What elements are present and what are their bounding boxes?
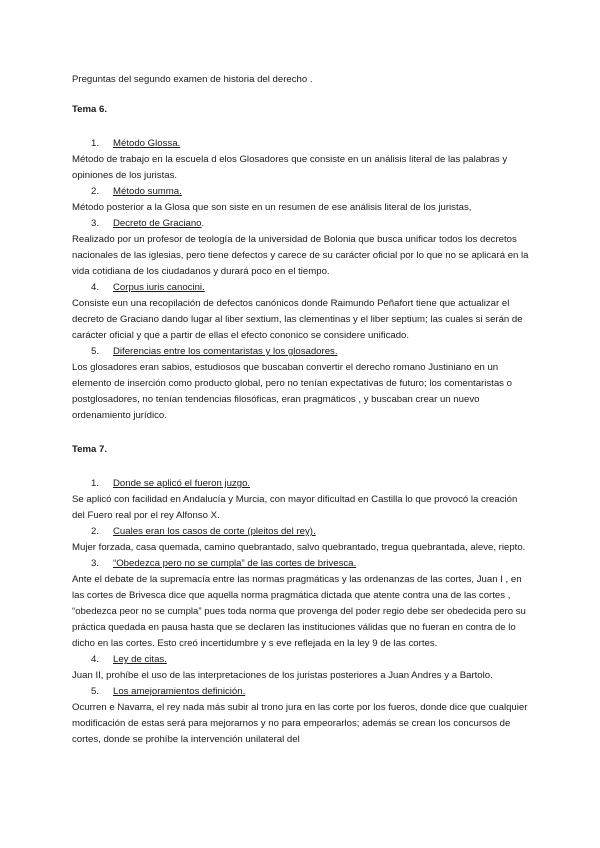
question-number: 4. <box>91 654 100 665</box>
question-title <box>72 344 532 360</box>
question-number: 4. <box>91 282 100 293</box>
question-item <box>72 556 532 652</box>
question-answer: Ocurren e Navarra, el rey nada más subir al trono jura en las corte por los fueros, donde dice que cualquier modificación de estas será para mejorarnos y no para empeorarlos; además se crean los concursos de cortes, donde se prohíbe la intervención unilateral del <box>72 702 528 745</box>
question-answer: Los glosadores eran sabios, estudiosos que buscaban convertir el derecho romano Justiniano en un elemento de inserción como producto global, pero no tenían expectativas de futuro; los comentaristas o postglosadores, no tenían tendencias filosóficas, eran pragmáticos , y buscaban crear un nuevo ordenamiento jurídico. <box>72 362 512 421</box>
section-heading: Tema 6. <box>72 104 108 115</box>
question-label: Decreto de Graciano <box>113 218 202 229</box>
question-title <box>72 184 532 200</box>
question-answer: Consiste eun una recopilación de defectos canónicos donde Raimundo Peñafort tiene que actualizar el decreto de Graciano dando lugar al liber sextium, las clementinas y el liber septium; las cuales si serán de carácter oficial y que a partir de ellas el efecto cononico se considere unificado. <box>72 298 523 341</box>
question-title <box>72 216 532 232</box>
question-answer: Ante el debate de la supremacía entre las normas pragmáticas y las ordenanzas de las cortes, Juan I , en las cortes de Brivesca dice que aquella norma pragmática dictada que atente contra una de las cortes , “obedezca peor no se cumpla” pues toda norma que provenga del poder regio debe ser obedecida pero su práctica quedada en pausa hasta que se declaren las instituciones válidas que no fueran en contra de lo dicho en las cortes. Esto creó incertidumbre y s eve reflejada en la ley 9 de las cortes. <box>72 574 526 649</box>
question-label: Diferencias entre los comentaristas y los glosadores. <box>113 346 338 357</box>
question-answer: Se aplicó con facilidad en Andalucía y Murcia, con mayor dificultad en Castilla lo que provocó la creación del Fuero real por el rey Alfonso X. <box>72 494 518 521</box>
question-label: Método Glossa. <box>113 138 181 149</box>
section-heading: Tema 7. <box>72 444 108 455</box>
question-answer: Juan II, prohíbe el uso de las interpretaciones de los juristas posteriores a Juan Andres y a Bartolo. <box>72 670 493 681</box>
question-title <box>72 524 532 540</box>
question-title-suffix: . <box>201 218 205 229</box>
question-number: 2. <box>91 186 100 197</box>
question-number: 3. <box>91 218 100 229</box>
question-number: 5. <box>91 346 100 357</box>
question-item <box>72 652 532 684</box>
question-item <box>72 136 532 184</box>
document-page <box>72 72 532 748</box>
question-label: Los amejoramientos definición. <box>113 686 246 697</box>
question-answer: Método posterior a la Glosa que son siste en un resumen de ese análisis literal de los juristas, <box>72 202 472 213</box>
section-tema-6 <box>72 102 532 424</box>
question-label: Ley de citas. <box>113 654 167 665</box>
question-item <box>72 216 532 280</box>
question-label: “Obedezca pero no se cumpla” de las cortes de brivesca. <box>113 558 357 569</box>
question-title <box>72 280 532 296</box>
question-item <box>72 184 532 216</box>
question-label: Método summa. <box>113 186 182 197</box>
section-tema-7 <box>72 442 532 748</box>
question-title <box>72 136 532 152</box>
question-answer: Método de trabajo en la escuela d elos Glosadores que consiste en un análisis literal de las palabras y opiniones de los juristas. <box>72 154 508 181</box>
question-item <box>72 280 532 344</box>
document-intro: Preguntas del segundo examen de historia del derecho . <box>72 74 313 85</box>
question-item <box>72 344 532 424</box>
question-title <box>72 556 532 572</box>
question-number: 1. <box>91 478 100 489</box>
question-answer: Realizado por un profesor de teología de la universidad de Bolonia que busca unificar todos los decretos nacionales de las iglesias, pero tiene defectos y carece de su carácter oficial por lo que no se aplicará en la vida cotidiana de los ciudadanos y durará poco en el tiempo. <box>72 234 529 277</box>
question-number: 3. <box>91 558 100 569</box>
question-item <box>72 524 532 556</box>
question-label: Donde se aplicó el fueron juzgo. <box>113 478 251 489</box>
question-title <box>72 652 532 668</box>
question-title <box>72 476 532 492</box>
question-label: Corpus iuris canocini. <box>113 282 205 293</box>
question-number: 1. <box>91 138 100 149</box>
question-answer: Mujer forzada, casa quemada, camino quebrantado, salvo quebrantado, tregua quebrantada, aleve, riepto. <box>72 542 526 553</box>
question-number: 5. <box>91 686 100 697</box>
question-number: 2. <box>91 526 100 537</box>
question-label: Cuales eran los casos de corte (pleitos del rey). <box>113 526 316 537</box>
question-item <box>72 684 532 748</box>
question-title <box>72 684 532 700</box>
question-item <box>72 476 532 524</box>
